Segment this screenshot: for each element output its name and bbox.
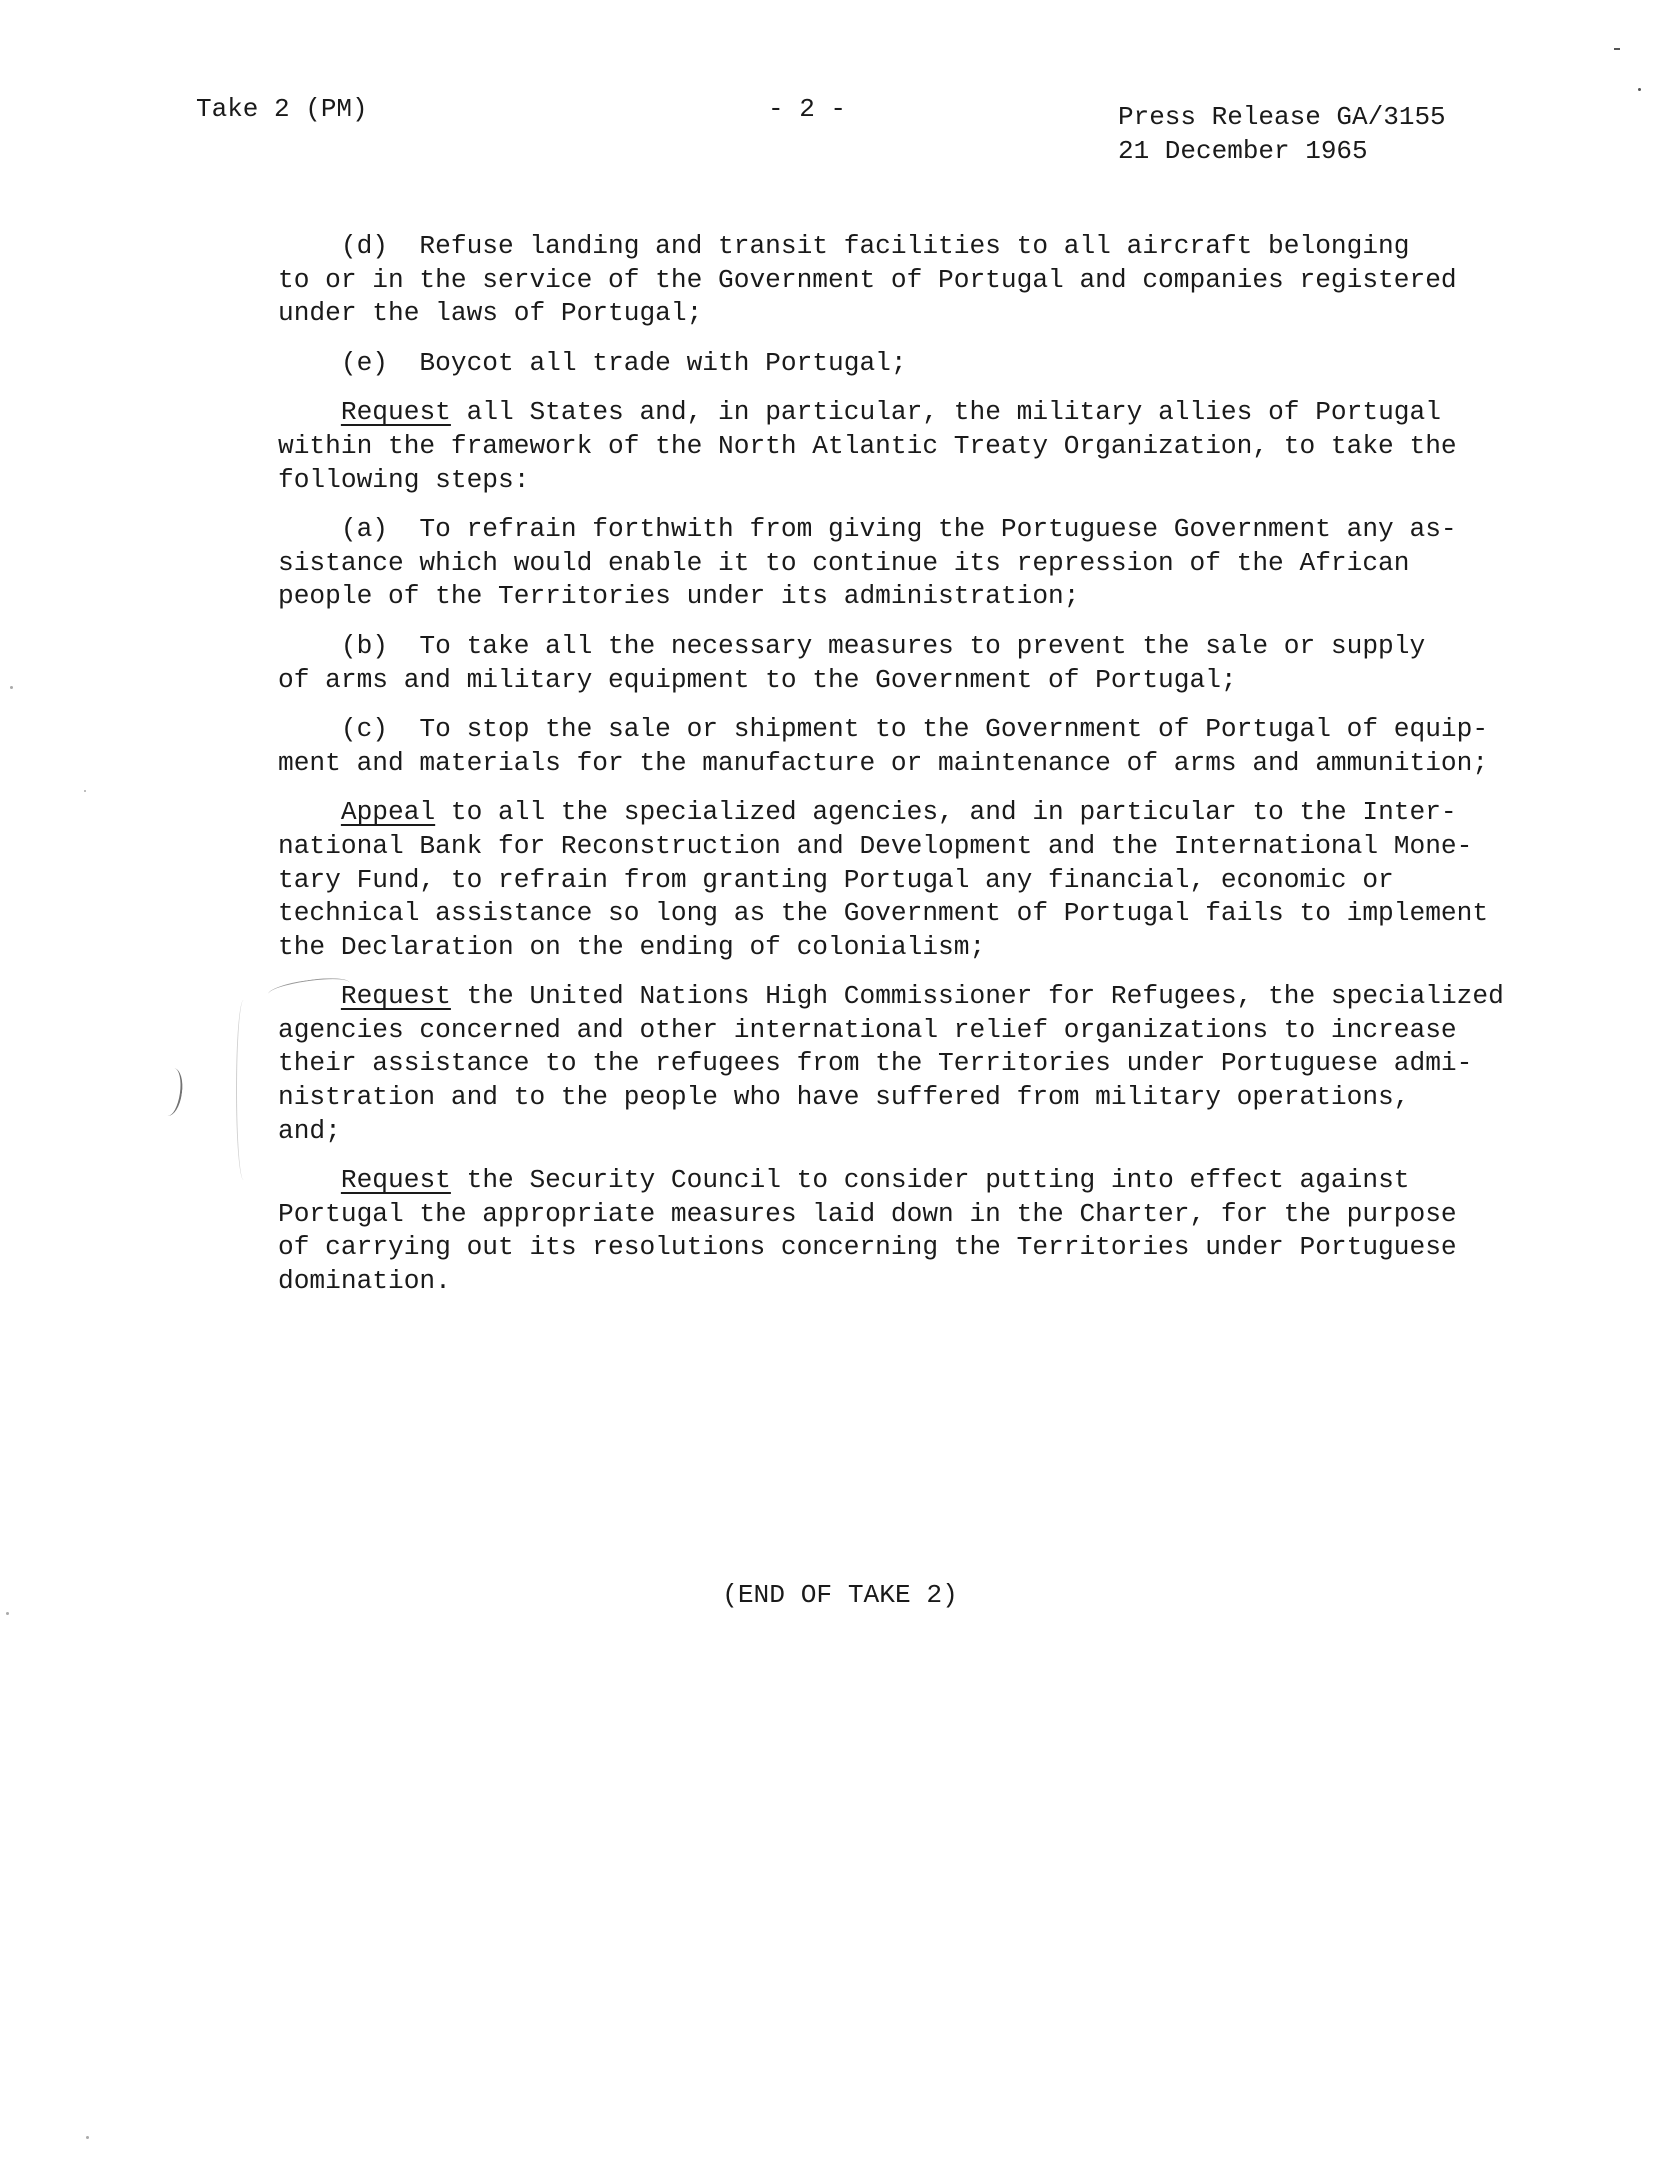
line-text: sistance which would enable it to continue its repression of the African <box>278 547 1410 578</box>
line-text: of arms and military equipment to the Government of Portugal; <box>278 664 1237 695</box>
operative-keyword: Request <box>340 981 451 1012</box>
text-line <box>278 1265 1578 1299</box>
line-text: all States and, in particular, the military allies of Portugal <box>450 397 1441 428</box>
text-line <box>278 747 1578 781</box>
text-line <box>278 513 1578 547</box>
paragraph <box>278 796 1578 964</box>
line-text: to or in the service of the Government of Portugal and companies registered <box>278 264 1457 295</box>
line-text: technical assistance so long as the Government of Portugal fails to implement <box>278 898 1489 929</box>
operative-keyword: Appeal <box>340 797 436 828</box>
text-line <box>278 396 1578 430</box>
paragraph <box>278 230 1578 331</box>
paragraph <box>278 347 1578 381</box>
operative-keyword: Request <box>340 1165 451 1196</box>
line-text: of carrying out its resolutions concerning the Territories under Portuguese <box>278 1232 1457 1263</box>
text-line <box>278 464 1578 498</box>
line-text: (c) To stop the sale or shipment to the Government of Portugal of equip- <box>278 714 1489 745</box>
scan-speck <box>1638 88 1641 91</box>
paragraph <box>278 980 1578 1148</box>
press-release-info <box>1118 100 1446 168</box>
margin-mark <box>157 1067 185 1118</box>
text-line <box>278 630 1578 664</box>
line-text: national Bank for Reconstruction and Development and the International Mone- <box>278 830 1473 861</box>
line-text: (d) Refuse landing and transit facilities to all aircraft belonging <box>278 231 1410 261</box>
text-line <box>278 864 1578 898</box>
line-text: ment and materials for the manufacture or maintenance of arms and ammunition; <box>278 747 1489 778</box>
scan-speck <box>1614 48 1620 50</box>
paragraph <box>278 513 1578 614</box>
text-line <box>278 264 1578 298</box>
text-line <box>278 931 1578 965</box>
paragraph <box>278 713 1578 780</box>
paragraph <box>278 1164 1578 1298</box>
text-line <box>278 1115 1578 1149</box>
line-text: following steps: <box>278 464 530 495</box>
press-release-number: Press Release GA/3155 <box>1118 102 1446 132</box>
text-line <box>278 1164 1578 1198</box>
text-line <box>278 1047 1578 1081</box>
text-line <box>278 1231 1578 1265</box>
line-text: tary Fund, to refrain from granting Portugal any financial, economic or <box>278 864 1394 895</box>
paragraph <box>278 630 1578 697</box>
page-number: - 2 - <box>768 94 847 124</box>
text-line <box>278 1014 1578 1048</box>
text-line <box>278 664 1578 698</box>
line-text: and; <box>278 1115 341 1146</box>
line-text: (e) Boycot all trade with Portugal; <box>278 347 907 378</box>
scan-speck <box>84 790 86 792</box>
line-text: (a) To refrain forthwith from giving the Portuguese Government any as- <box>278 514 1457 545</box>
scan-speck <box>6 1612 9 1615</box>
take-label: Take 2 (PM) <box>196 94 368 124</box>
end-of-take-marker: (END OF TAKE 2) <box>722 1580 958 1610</box>
paragraph <box>278 396 1578 497</box>
line-text: to all the specialized agencies, and in particular to the Inter- <box>435 797 1457 828</box>
line-text: Portugal the appropriate measures laid down in the Charter, for the purpose <box>278 1198 1457 1229</box>
line-text: the Declaration on the ending of colonialism; <box>278 931 986 962</box>
scan-speck <box>10 686 13 689</box>
line-text: the Security Council to consider putting into effect against <box>450 1165 1410 1196</box>
release-date: 21 December 1965 <box>1118 136 1368 166</box>
scan-speck <box>86 2136 89 2139</box>
line-text: their assistance to the refugees from the Territories under Portuguese admi- <box>278 1048 1473 1079</box>
line-text: within the framework of the North Atlantic Treaty Organization, to take the <box>278 430 1457 461</box>
text-line <box>278 230 1578 264</box>
text-line <box>278 347 1578 381</box>
text-line <box>278 713 1578 747</box>
text-line <box>278 897 1578 931</box>
text-line <box>278 980 1578 1014</box>
document-body <box>278 230 1578 1315</box>
text-line <box>278 1198 1578 1232</box>
text-line <box>278 830 1578 864</box>
text-line <box>278 796 1578 830</box>
line-text: nistration and to the people who have suffered from military operations, <box>278 1082 1410 1113</box>
text-line <box>278 1081 1578 1115</box>
operative-keyword: Request <box>340 397 451 428</box>
text-line <box>278 430 1578 464</box>
line-text: under the laws of Portugal; <box>278 298 703 329</box>
line-text: (b) To take all the necessary measures to prevent the sale or supply <box>278 630 1426 661</box>
line-text: domination. <box>278 1266 451 1297</box>
line-text: agencies concerned and other international relief organizations to increase <box>278 1014 1457 1045</box>
line-text: people of the Territories under its administration; <box>278 581 1080 612</box>
text-line <box>278 297 1578 331</box>
pencil-bracket <box>236 1000 251 1180</box>
line-text: the United Nations High Commissioner for Refugees, the specialized <box>450 981 1504 1012</box>
text-line <box>278 580 1578 614</box>
text-line <box>278 547 1578 581</box>
